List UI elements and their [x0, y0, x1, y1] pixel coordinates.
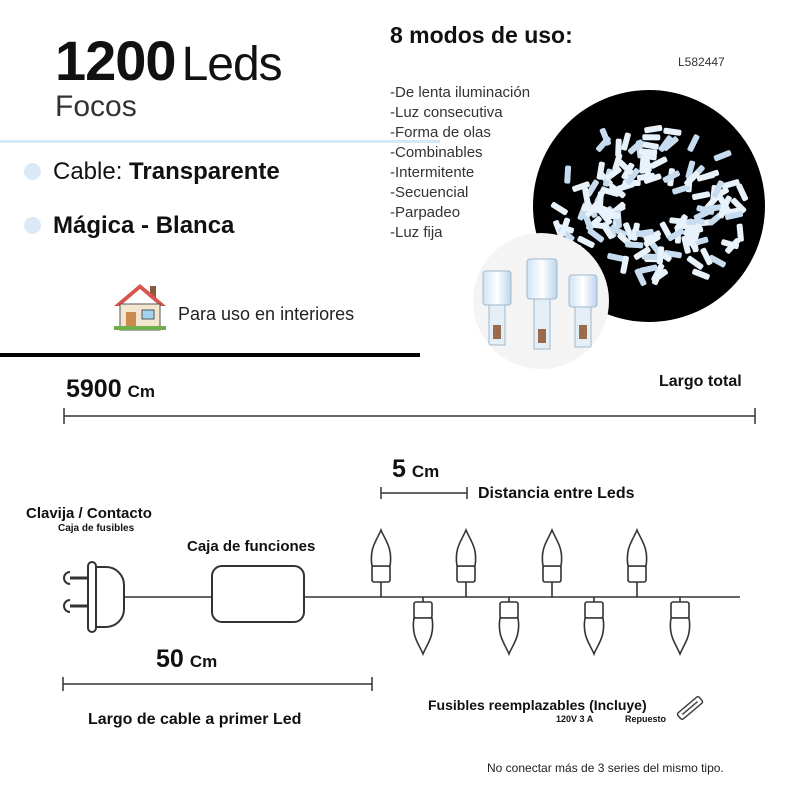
mode-item: -De lenta iluminación	[390, 84, 531, 101]
led-bulb-icon	[371, 530, 390, 597]
usage-text: Para uso en interiores	[178, 304, 355, 324]
led-bulbs	[371, 530, 689, 654]
footer-note: No conectar más de 3 series del mismo tipo.	[487, 761, 724, 775]
fuse-icon	[677, 696, 704, 720]
spacing-label: Distancia entre Leds	[478, 485, 635, 502]
plug-icon	[64, 562, 124, 632]
lead-length-unit: Cm	[189, 652, 218, 671]
mode-item: -Intermitente	[390, 164, 475, 181]
spec-color-value: Mágica - Blanca	[53, 212, 235, 239]
modes-title: 8 modos de uso:	[390, 22, 573, 48]
led-bulb-icon	[413, 597, 432, 654]
product-code: L582447	[678, 55, 725, 69]
mode-item: -Secuencial	[390, 184, 469, 201]
plug-sublabel: Caja de fusibles	[58, 523, 135, 534]
product-subtitle: Focos	[55, 90, 137, 123]
total-length-number: 5900	[66, 375, 122, 403]
led-bulb-icon	[542, 530, 561, 597]
total-length-unit: Cm	[127, 382, 156, 401]
total-length-value	[66, 375, 155, 404]
spacing-unit: Cm	[411, 462, 440, 481]
controller-box-icon	[212, 566, 304, 622]
mode-item: -Luz fija	[390, 224, 443, 241]
mode-item: -Forma de olas	[390, 124, 491, 141]
total-length-label: Largo total	[659, 373, 742, 390]
led-bulb-icon	[584, 597, 603, 654]
lead-length-value	[156, 645, 217, 674]
led-bulb-icon	[627, 530, 646, 597]
lead-length-label: Largo de cable a primer Led	[88, 711, 302, 728]
spec-cable-value: Transparente	[129, 158, 280, 185]
spacing-number: 5	[392, 455, 406, 483]
plug-label: Clavija / Contacto	[26, 505, 152, 522]
mode-item: -Combinables	[390, 144, 483, 161]
spacing-value	[392, 455, 439, 484]
fuses-spare-label: Repuesto	[625, 714, 667, 724]
controller-label: Caja de funciones	[187, 538, 316, 555]
led-count-unit: Leds	[181, 38, 282, 91]
fuses-label: Fusibles reemplazables (Incluye)	[428, 697, 647, 713]
led-count-number: 1200	[55, 29, 176, 92]
fuses-rating: 120V 3 A	[556, 714, 594, 724]
mode-item: -Luz consecutiva	[390, 104, 503, 121]
lead-length-number: 50	[156, 645, 184, 673]
led-bulb-icon	[670, 597, 689, 654]
spec-cable-label: Cable:	[53, 158, 123, 185]
led-bulb-icon	[499, 597, 518, 654]
led-bulb-icon	[456, 530, 475, 597]
mode-item: -Parpadeo	[390, 204, 461, 221]
